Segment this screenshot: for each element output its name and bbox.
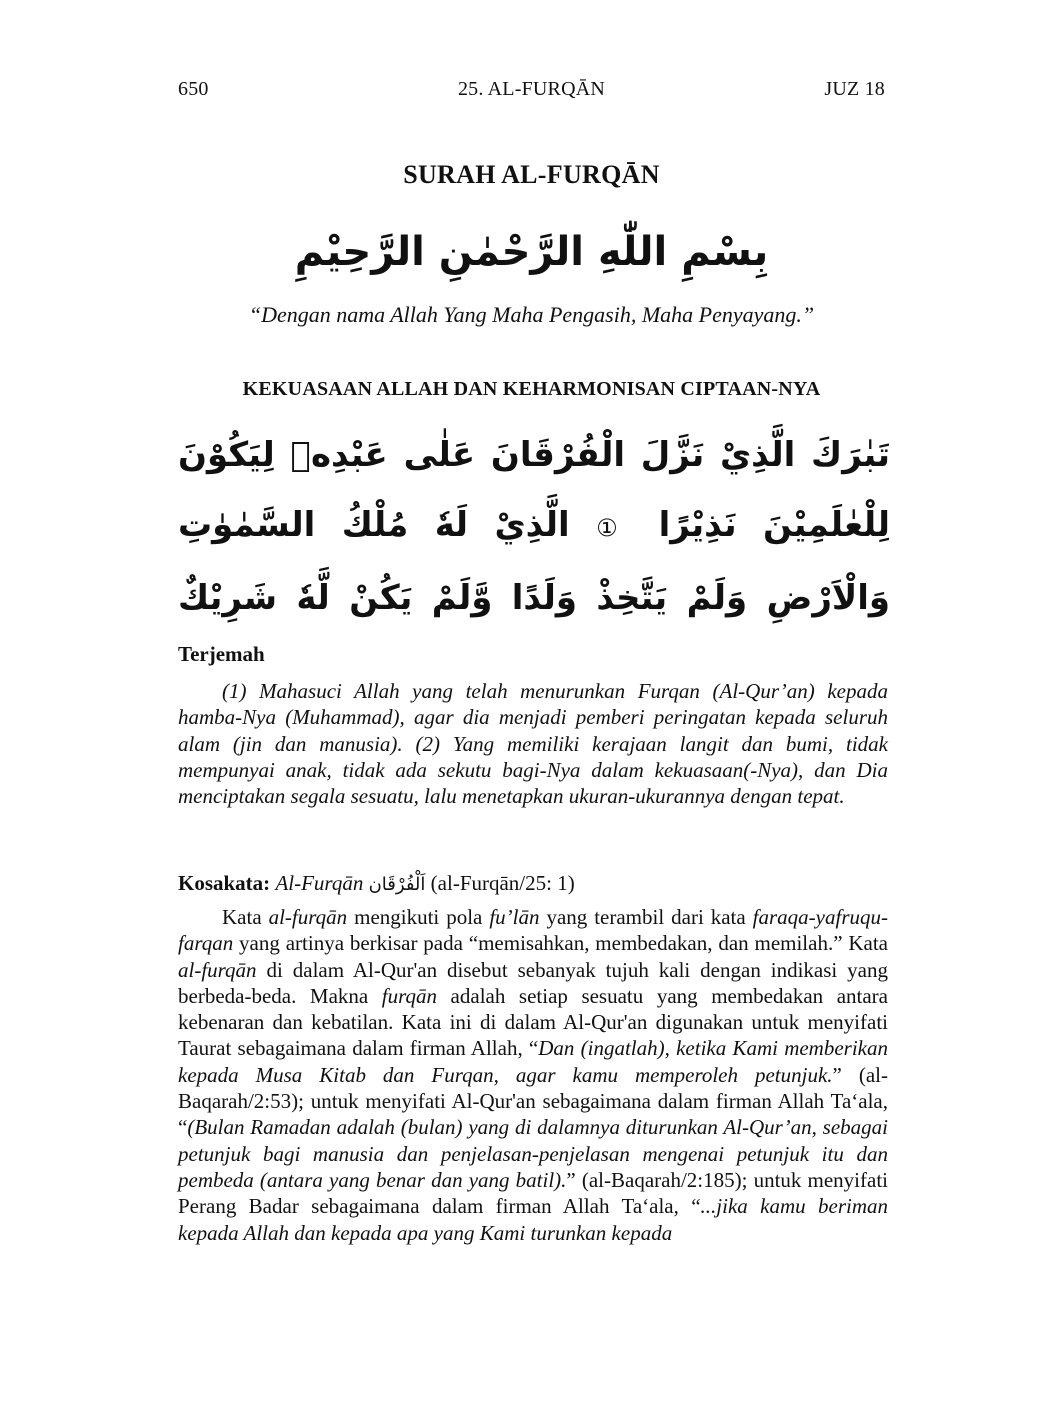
verse-1-number-mark: ① bbox=[596, 514, 633, 542]
body-italic-run: fu’lān bbox=[489, 905, 540, 929]
body-text-run: Kata bbox=[222, 905, 269, 929]
body-italic-run: al-furqān bbox=[178, 957, 257, 982]
body-text-run: mengikuti pola bbox=[347, 905, 490, 929]
arabic-verses bbox=[178, 420, 890, 632]
body-text-run: adalah setiap sesuatu yang membedakan antara kebenaran dan kebatilan. Kata ini di dalam Al-Qur'an digunakan untuk menyifati Taurat sebagaimana dalam firman Allah, “ bbox=[178, 983, 888, 1061]
body-text-run: yang artinya berkisar pada “memisahkan, membedakan, dan memilah.” Kata bbox=[233, 931, 888, 956]
body-italic-run: furqān bbox=[381, 983, 437, 1008]
kosakata-reference: (al-Furqān/25: 1) bbox=[430, 871, 575, 895]
quote-italic-run: ...jika kamu beriman kepada Allah dan kepada apa yang Kami turunkan kepada bbox=[178, 1194, 888, 1245]
running-header-surah: 25. AL-FURQĀN bbox=[457, 78, 606, 100]
quote-italic-run: (Bulan Ramadan adalah (bulan) yang di dalamnya diturunkan Al-Qur’an, sebagai petunjuk bagi manusia dan penjelasan-penjelasan mengenai petunjuk itu dan pembeda (antara yang benar dan yang batil). bbox=[178, 1115, 888, 1192]
body-italic-run: al-furqān bbox=[268, 905, 348, 929]
basmalah-translation: “Dengan nama Allah Yang Maha Pengasih, Maha Penyayang.” bbox=[248, 302, 815, 327]
section-heading: KEKUASAAN ALLAH DAN KEHARMONISAN CIPTAAN-NYA bbox=[242, 378, 821, 400]
body-text-run: di dalam Al-Qur'an disebut sebanyak tujuh kali dengan indikasi yang berbeda-beda. Makna bbox=[178, 957, 888, 1008]
terjemah-heading: Terjemah bbox=[178, 642, 265, 666]
body-text-run: ” (al-Baqarah/2:53); untuk menyifati Al-Qur'an sebagaimana dalam firman Allah Ta‘ala, “ bbox=[178, 1062, 888, 1140]
kosakata-term: Al-Furqān bbox=[275, 871, 364, 895]
body-text-run: ” (al-Baqarah/2:185); untuk menyifati Perang Badar sebagaimana dalam firman Allah Ta‘ala, “ bbox=[178, 1167, 888, 1219]
verse-2-arabic: الَّذِيْ لَهٗ مُلْكُ السَّمٰوٰتِ وَالْاَرْضِ وَلَمْ يَتَّخِذْ وَلَدًا وَّلَمْ يَكُنْ لَّهٗ شَرِيْكٌ bbox=[178, 505, 890, 618]
running-header-juz: JUZ 18 bbox=[824, 78, 885, 100]
quote-italic-run: Dan (ingatlah), ketika Kami memberikan kepada Musa Kitab dan Furqan, agar kamu memperoleh petunjuk. bbox=[178, 1036, 888, 1087]
kosakata-term-arabic: اَلْفُرْقَان bbox=[368, 874, 426, 895]
kosakata-line bbox=[178, 868, 888, 900]
body-italic-run: faraqa-yafruqu-farqan bbox=[178, 905, 888, 956]
kosakata-label: Kosakata: bbox=[178, 871, 271, 895]
verse-1-arabic: تَبٰرَكَ الَّذِيْ نَزَّلَ الْفُرْقَانَ عَلٰى عَبْدِهٖ لِيَكُوْنَ لِلْعٰلَمِيْنَ نَذِيْرًا bbox=[178, 435, 890, 545]
page-title: SURAH AL-FURQĀN bbox=[403, 160, 660, 189]
kosakata-explanation bbox=[178, 904, 888, 1246]
basmalah-arabic: بِسْمِ اللّٰهِ الرَّحْمٰنِ الرَّحِيْمِ bbox=[294, 229, 769, 275]
page-number: 650 bbox=[178, 78, 209, 100]
body-text-run: yang terambil dari kata bbox=[539, 905, 753, 929]
terjemah-paragraph: (1) Mahasuci Allah yang telah menurunkan Furqan (Al-Qur’an) kepada hamba-Nya (Muhammad), agar dia menjadi pemberi peringatan kepada seluruh alam (jin dan manusia). (2) Yang memiliki kerajaan langit dan bumi, tidak mempunyai anak, tidak ada sekutu bagi-Nya dalam kekuasaan(-Nya), dan Dia menciptakan segala sesuatu, lalu menetapkan ukuran-ukurannya dengan tepat. bbox=[178, 679, 888, 809]
